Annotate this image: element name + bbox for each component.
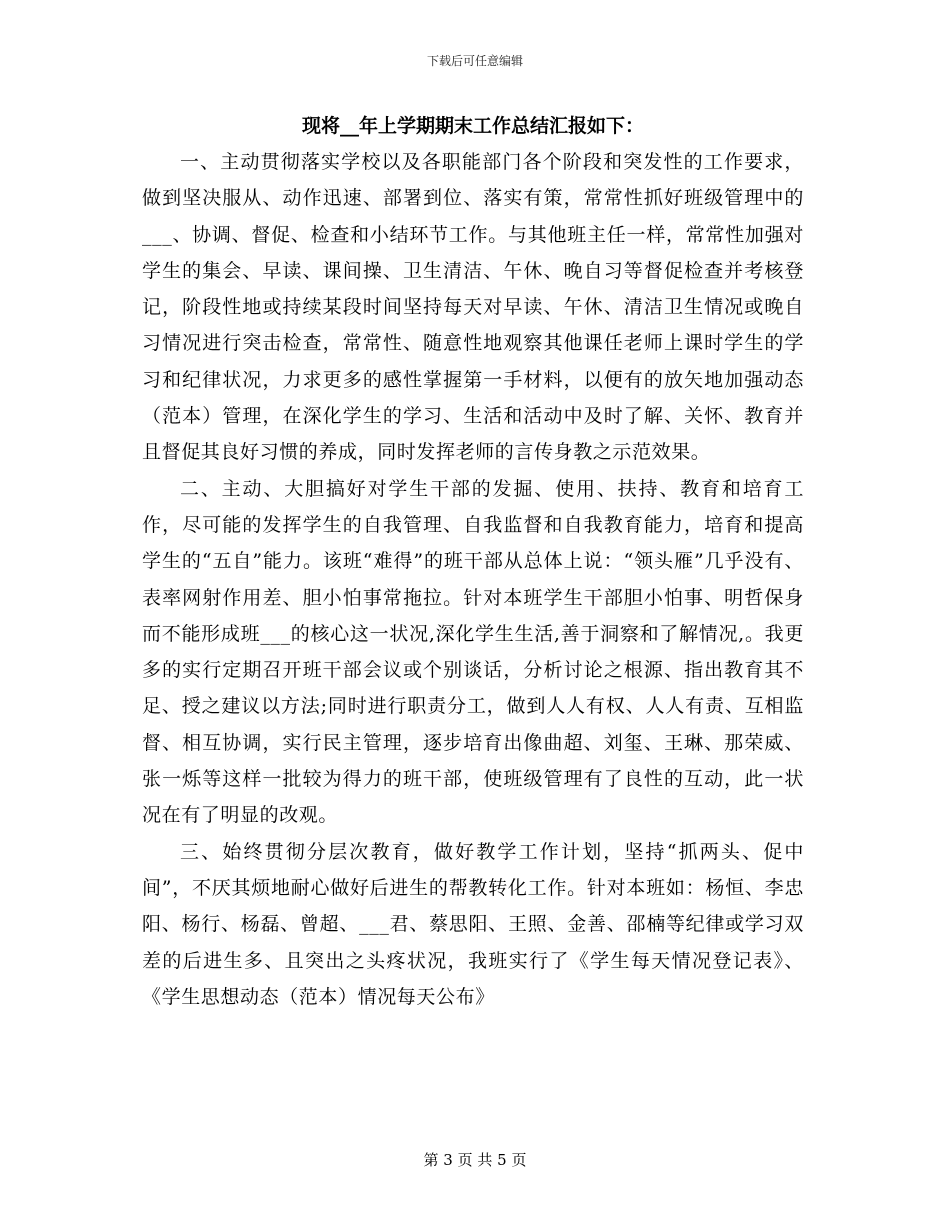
document-title: 现将__年上学期期末工作总结汇报如下： [302, 115, 645, 137]
document-body [142, 108, 804, 1015]
page-number: 第 3 页 共 5 页 [423, 1151, 527, 1169]
paragraph-1: 一、主动贯彻落实学校以及各职能部门各个阶段和突发性的工作要求，做到坚决服从、动作迅速、部署到位、落实有策，常常性抓好班级管理中的___、协调、督促、检查和小结环节工作。与其他班主任一样，常常性加强对学生的集会、早读、课间操、卫生清洁、午休、晚自习等督促检查并考核登记，阶段性地或持续某段时间坚持每天对早读、午休、清洁卫生情况或晚自习情况进行突击检查，常常性、随意性地观察其他课任老师上课时学生的学习和纪律状况，力求更多的感性掌握第一手材料，以便有的放矢地加强动态（范本）管理，在深化学生的学习、生活和活动中及时了解、关怀、教育并且督促其良好习惯的养成，同时发挥老师的言传身教之示范效果。 [142, 151, 804, 464]
page-header-note: 下载后可任意编辑 [426, 54, 523, 68]
paragraph-2: 二、主动、大胆搞好对学生干部的发掘、使用、扶持、教育和培育工作，尽可能的发挥学生的自我管理、自我监督和自我教育能力，培育和提高学生的“五自”能力。该班“难得”的班干部从总体上说：“领头雁”几乎没有、表率网射作用差、胆小怕事常拖拉。针对本班学生干部胆小怕事、明哲保身而不能形成班___的核心这一状况,深化学生生活,善于洞察和了解情况,。我更多的实行定期召开班干部会议或个别谈话，分析讨论之根源、指出教育其不足、授之建议以方法;同时进行职责分工，做到人人有权、人人有责、互相监督、相互协调，实行民主管理，逐步培育出像曲超、刘玺、王琳、那荣威、张一烁等这样一批较为得力的班干部，使班级管理有了良性的互动，此一状况在有了明显的改观。 [142, 477, 804, 827]
paragraph-3: 三、始终贯彻分层次教育，做好教学工作计划，坚持“抓两头、促中间”，不厌其烦地耐心做好后进生的帮教转化工作。针对本班如：杨恒、李忠阳、杨行、杨磊、曾超、___君、蔡思阳、王照、金善、邵楠等纪律或学习双差的后进生多、且突出之头疼状况，我班实行了《学生每天情况登记表》、《学生思想动态（范本）情况每天公布》 [142, 840, 804, 1008]
